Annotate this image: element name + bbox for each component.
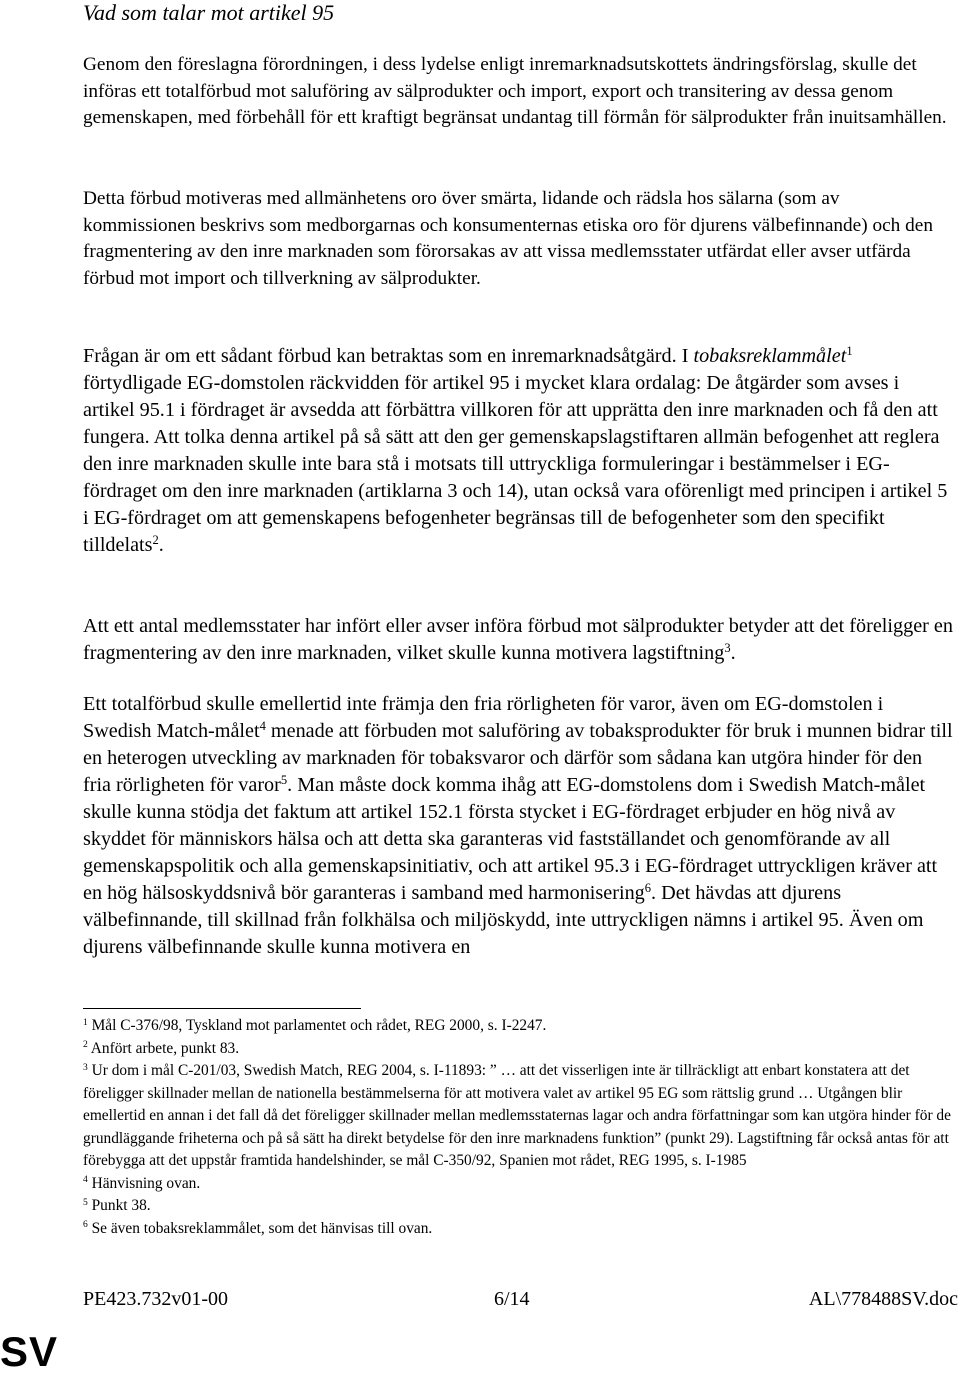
footnote-text: Mål C-376/98, Tyskland mot parlamentet och rådet, REG 2000, s. I-2247. (87, 1017, 547, 1034)
footnote-ref-1[interactable]: 1 (846, 344, 853, 359)
paragraph-3-text-b: förtydligade EG-domstolen räckvidden för artikel 95 i mycket klara ordalag: De åtgärder som avses i artikel 95.1 i fördraget är avsedda att förbättra villkoren för att upprätta den inre marknaden och få den att fungera. Att tolka denna artikel på så sätt att den ger gemenskapslagstiftaren allmän befogenhet att reglera den inre marknaden skulle inte bara stå i motsats till uttryckliga formuleringar i bestämmelser i EG-fördraget om den inre marknaden (artiklarna 3 och 14), utan också vara oförenligt med principen i artikel 5 i EG-fördraget om att gemenskapens befogenheter begränsas till de befogenheter som den specifikt tilldelats (83, 372, 948, 556)
footnote-number: 4 (83, 1174, 88, 1186)
paragraph-4-text-a: Att ett antal medlemsstater har infört eller avser införa förbud mot sälprodukter betyder att det föreligger en fragmentering av den inre marknaden, vilket skulle kunna motivera lagstiftning (83, 615, 953, 664)
footnote-text: Ur dom i mål C-201/03, Swedish Match, REG 2004, s. I-11893: ” … att det visserligen inte är tillräckligt att enbart konstatera att det föreligger skillnader mellan de nationella bestämmelserna för att motivera valet av artikel 95 EG som rättslig grund … Utgången blir emellertid en annan i det fall då det föreligger skillnader mellan medlemsstaternas lagar och andra författningar som kan utgöra hinder för de grundläggande friheterna och på så sätt ha direkt betydelse för den inre marknadens funktion” (punkt 29). Lagstiftning får också antas för att förebygga att det uppstår framtida handelshinder, se mål C-350/92, Spanien mot rådet, REG 1995, s. I-1985 (83, 1062, 951, 1169)
paragraph-5-text-b: menade att förbuden mot saluföring av tobaksprodukter för bruk i munnen bidrar till en heterogen utveckling av marknaden för tobaksvaror och därför som sådana kan utgöra hinder för den fria rörligheten för varor (83, 720, 953, 796)
case-name-italic: tobaksreklammålet (693, 345, 847, 367)
paragraph-2: Detta förbud motiveras med allmänhetens oro över smärta, lidande och rädsla hos sälarna (som av kommissionen beskrivs som medborgarnas och konsumenternas etiska oro för djurens välbefinnande) och den fragmentering av den inre marknaden som förorsakas av att vissa medlemsstater utfärdat eller avser utfärda förbud mot import och tillverkning av sälprodukter. (83, 188, 933, 289)
paragraph-1: Genom den föreslagna förordningen, i dess lydelse enligt inremarknadsutskottets ändringsförslag, skulle det införas ett totalförbud mot saluföring av sälprodukter och import, export och transitering av dessa genom gemenskapen, med förbehåll för ett kraftigt begränsat undantag till förmån för sälprodukter från inuitsamhällen. (83, 54, 947, 128)
footnote-number: 1 (83, 1016, 88, 1028)
footnote-2 (83, 1038, 955, 1061)
footnote-separator (83, 1008, 361, 1009)
footnote-5 (83, 1195, 955, 1218)
footnote-1 (83, 1015, 955, 1038)
paragraph-4 (83, 613, 955, 667)
language-code: SV (0, 1328, 59, 1375)
footnote-text: Se även tobaksreklammålet, som det hänvisas till ovan. (87, 1219, 433, 1237)
footnote-text: Anfört arbete, punkt 83. (87, 1039, 240, 1057)
footnote-ref-6[interactable]: 6 (644, 881, 652, 896)
footer-document-reference: PE423.732v01-00 (83, 1288, 228, 1310)
paragraph-3-text-c: . (158, 534, 164, 556)
section-heading: Vad som talar mot artikel 95 (83, 0, 335, 25)
paragraph-3-text-a: Frågan är om ett sådant förbud kan betraktas som en inremarknadsåtgärd. I (83, 345, 694, 367)
paragraph-5-text-c: . Man måste dock komma ihåg att EG-domstolens dom i Swedish Match-målet skulle kunna stödja det faktum att artikel 152.1 första stycket i EG-fördraget erbjuder en hög nivå av skyddet för människors hälsa och att detta ska garanteras vid fastställandet och genomförande av all gemenskapspolitik och alla gemenskapsinitiativ, och att artikel 95.3 i EG-fördraget uttryckligen kräver att en hög hälsoskyddsnivå bör garanteras i samband med harmonisering (83, 774, 938, 904)
footer-filename: AL\778488SV.doc (808, 1288, 958, 1310)
footnote-6 (83, 1218, 955, 1241)
paragraph-5 (83, 691, 955, 961)
footnote-ref-4[interactable]: 4 (259, 719, 266, 734)
paragraph-5-text-a: Ett totalförbud skulle emellertid inte främja den fria rörligheten för varor, även om EG-domstolen i Swedish Match-målet (83, 693, 884, 742)
footnote-text: Punkt 38. (87, 1197, 151, 1214)
footnote-ref-3[interactable]: 3 (724, 641, 731, 656)
paragraph-5-text-d: . Det hävdas att djurens välbefinnande, till skillnad från folkhälsa och miljöskydd, inte uttryckligen nämns i artikel 95. Även om djurens välbefinnande skulle kunna motivera en (83, 882, 924, 958)
footnote-number: 5 (83, 1196, 88, 1208)
footnote-4 (83, 1173, 955, 1196)
footnote-ref-2[interactable]: 2 (152, 533, 159, 548)
footnote-ref-5[interactable]: 5 (280, 773, 288, 788)
paragraph-3 (83, 343, 955, 559)
footnote-number: 2 (83, 1039, 88, 1051)
footnote-number: 6 (83, 1219, 88, 1231)
footnote-number: 3 (83, 1061, 88, 1073)
footnote-3 (83, 1060, 955, 1173)
paragraph-4-text-b: . (730, 642, 736, 664)
footer-page-number: 6/14 (494, 1288, 530, 1310)
footnote-text: Hänvisning ovan. (87, 1174, 201, 1192)
footnotes (83, 1015, 955, 1240)
